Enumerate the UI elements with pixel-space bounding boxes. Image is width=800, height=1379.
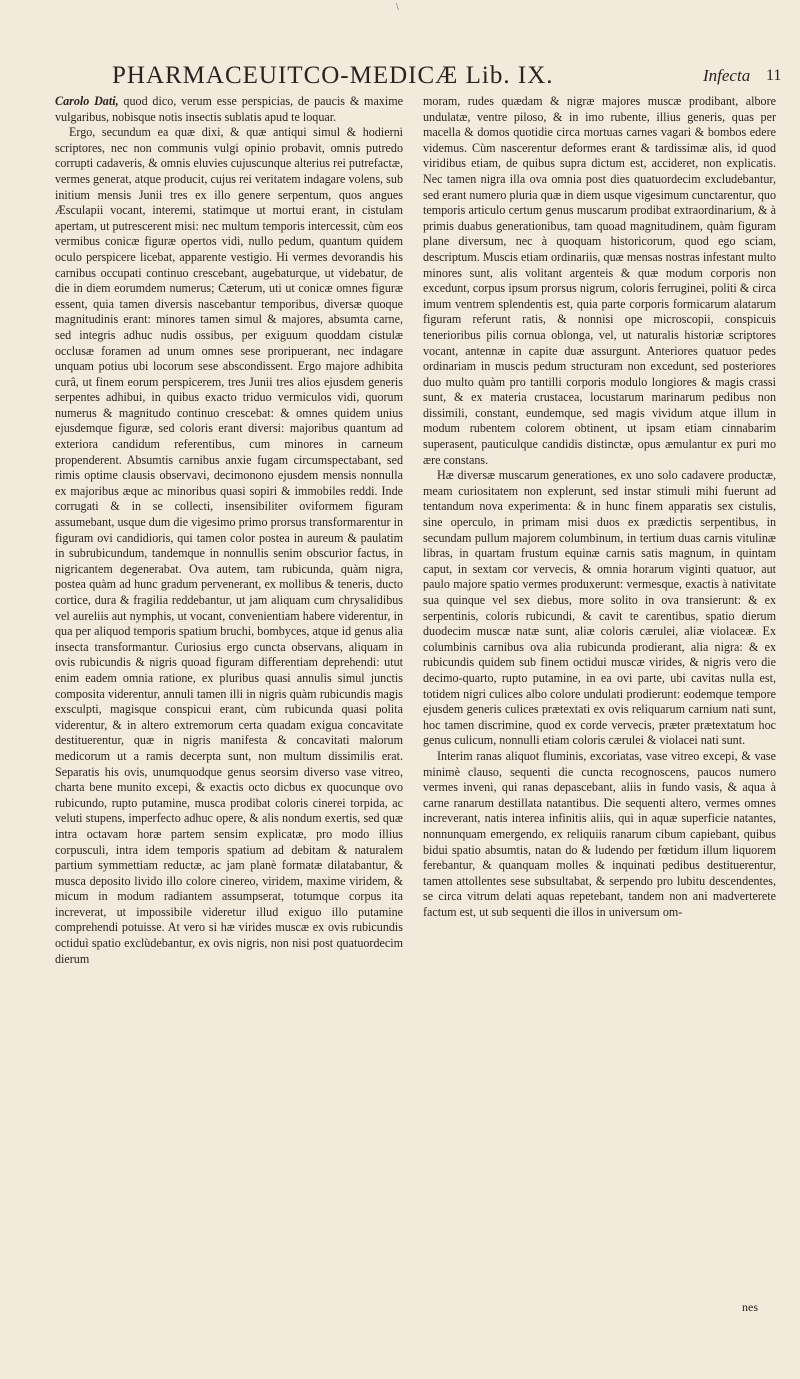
page-number: 11 xyxy=(766,67,782,84)
paragraph: Ergo, secundum ea quæ dixi, & quæ antiqui simul & hodierni scriptores, nec non communis vulgi opinio probavit, omnis putredo corrupti cadaveris, & omnis eluvies cujuscunque alterius rei putrefactæ, vermes generat, atque producit, cujus rei veritatem indagare volens, sub initium mensis Junii tres ex illo genere serpentum, quos angues Æsculapii vocant, interemi, statimque ut mortui erant, in cistulam apertam, ut putrescerent misi: nec multum temporis intercessit, cùm eos vermibus conicæ figuræ opertos vidi, nullo pedum, quantum quidem oculo perspicere licebat, apparente vestigio. Hi vermes devorandis his carnibus occupati continuo crescebant, augebaturque, ut videbatur, de die in diem eorumdem numerus; Cæterum, uti ut conicæ omnes figuræ essent, quia tamen diversis nascebantur temporibus, diversæ quoque magnitudinis erant: minores tamen simul & majores, absumta carne, sed integris adhuc nudis ossibus, per exiguum quoddam cistulæ occlusæ foramen ad unum omnes sese proripuerant, nec indagare unquam potius ubi locorum sese abscondissent. Ergo majore adhibita curâ, ut finem eorum perspicerem, tres Junii tres alios ejusdem generis serpentes adhibui, in quibus exacto triduo vermiculos vidi, quorum numerus & magnitudo continuo crescebat: & omnes quidem unius ejusdemque figuræ, sed coloris erant diversi: majoribus quantum ad exteriora candidum referentibus, cum minores in carneum propenderent. Absumtis carnibus anxie fugam circumspectabant, sed rimis optime clausis observavi, decimonono ejusdem mensis nonnulla ex majoribus æque ac minoribus quasi sopiri & immobiles reddi. Inde corrugati & in se collecti, insensibiliter oviformem figuram assumebant, usque dum die vigesimo primo prorsus transformarentur in figuram ovi candidioris, qui tamen color postea in aureum & paulatim in subrubicundum, tandemque in nonnullis senim obscurior factus, in nigricantem degenerabat. Ova autem, tam rubicunda, quàm nigra, postea quàm ad hunc gradum pervenerant, ex mollibus & teneris, ducto cortice, dura & fragilia reddebantur, ut jam aliquam cum chrysalidibus vel aureliis aut nymphis, ut vocant, convenientiam habere viderentur, in qua per aliquod temporis spatium bruchi, bombyces, atque id genus alia insecta transformantur. Curiosius ergo cuncta observans, aliquam in ovis rubicundis & nigris quoad figuram differentiam deprehendi: utut enim eadem omnia ratione, ex pluribus quasi annulis simul junctis composita viderentur, annuli tamen illi in nigris quàm rubicundis magis exsculpti, magisque conspicui erant, cùm rubicunda quasi polita viderentur, & in altero extremorum certa quadam exigua concavitate destituerentur, quæ in nigris manifesta & concavitati malorum medicorum ut a ramis decerpta sunt, non multum dissimilis erat. Separatis his ovis, unumquodque genus seorsim diverso vase vitreo, charta bene munito excepi, & exactis octo dicbus ex quocunque ovo rubicundo, rupto putamine, musca prodibat coloris cinerei torpida, ac veluti stupens, imperfecto adhuc opere, & alis nondum exertis, sed quæ intra octavam horæ partem sensim explicatæ, pro modo illius corpusculi, intra idem temporis spatium ad debitam & naturalem partium symmettiam reductæ, ac jam planè formatæ dilatabantur, & musca deposito livido illo colore cinereo, viridem, maxime viridem, & micum in modum radiantem assumpserat, totumque corpus ita increverat, ut impossibile videretur illud exiguo illo putamine comprehendi potuisse. At vero si hæ virides muscæ ex ovis rubicundis octiduì spatio exclùdebantur, ex ovis nigris, non nisi post quatuordecim dierum xyxy=(55,125,403,966)
right-text-column xyxy=(423,94,776,920)
paragraph xyxy=(55,94,403,125)
page-header xyxy=(112,62,782,92)
paragraph: Interim ranas aliquot fluminis, excoriatas, vase vitreo excepi, & vase minimè clauso, sequenti die cuncta recognoscens, paucos numero vermes inveni, qui ranas depascebant, aliis in fundo vasis, & aqua à carne ranarum destillata natantibus. Die sequenti altero, vermes omnes increverant, natis interea infinitis aliis, qui in aquæ superficie natantes, nonnunquam emergendo, ex reliquiis ranarum cibum capiebant, quibus bidui spatio absumtis, natan do & ludendo per fœtidum illum liquorem ferebantur, & quanquam molles & inquinati pedibus destituerentur, tamen attollentes sese subsultabat, & serpendo pro lubitu descendentes, se circa vitrum delati aquas repetebant, tandem non ani madverterete factum est, ut sub sequenti die illos in universum om- xyxy=(423,748,776,919)
page-top-mark: \ xyxy=(396,2,399,13)
paragraph: moram, rudes quædam & nigræ majores muscæ prodibant, albore undulatæ, ventre piloso, & in imo rubente, illius generis, quas per macella & domos quotidie circa mortuas carnes vagari & bombos edere videmus. Cùm nascerentur deformes erant & tardissimæ alis, id quod viridibus etiam, de quibus supra dictum est, accideret, non explicatis. Nec tamen nigra illa ova omnia post dies quatuordecim excludebantur, sed erant numero pluria quæ in diem usque vigesimum cunctarentur, quo temporis articulo certum genus muscarum prodibat extraordinarium, & à primis duabus generationibus, tam quoad magnitudinem, quàm figuram plane diversum, nec à quoquam historicorum, quod ego sciam, descriptum. Muscis etiam ordinariis, quæ mensas nostras infestant multo minores sunt, alis volitant argenteis & quæ modum corporis non excedunt, corpus ipsum prorsus nigrum, coloris ferruginei, politi & circa imum ventrem splendentis est, quia parte corporis formicarum alatarum figuram referunt ratis, & nonnisi ope microscopii, conspicuis tenerioribus pilis cornua oblonga, vel, ut naturalis historiæ scriptores vocant, antennæ in capite duæ assurgunt. Anteriores quatuor pedes ordinariam in muscis pedum structuram non excedunt, sed posteriores duo multo quàm pro tantilli corporis modulo longiores & magis crassi sunt, & ex materia crustacea, locustarum marinarum pedibus non dissimili, constant, eundemque, sed magis vividum atque illum in modum rubentem colorem obtinent, ut ipsam etiam cinnabarim superasent, pauticulque candidis distinctæ, opus æmulantur ex puri mo ære constans. xyxy=(423,94,776,467)
section-heading: Infecta xyxy=(703,66,751,85)
left-text-column xyxy=(55,94,403,967)
running-title: PHARMACEUITCO-MEDICÆ Lib. IX. xyxy=(112,62,554,89)
paragraph-text: quod dico, verum esse perspicias, de paucis & maxime vulgaribus, nobisque notis insectis sublatis apud te loquar. xyxy=(55,94,403,124)
lead-word: Carolo Dati, xyxy=(55,94,119,108)
catchword: nes xyxy=(742,1300,758,1314)
paragraph: Hæ diversæ muscarum generationes, ex uno solo cadavere productæ, meam curiositatem non explerunt, sed instar stimuli mihi fuerunt ad tentandum nova experimenta: & in hunc finem apparatis sex cistulis, sine operculo, in primam misi duos ex prædictis serpentibus, in secundam pullum majorem columbinum, in tertium duas carnis vitulinæ libras, in quartam frustum equinæ carnis satis magnum, in quintam caput, in sextam cor vervecis, & omnia horarum viginti quatuor, aut paulo majore spatio vermes produxerunt: vermesque, exactis à nativitate sua quinque vel sex diebus, more solito in ova transierunt: & ex serpentinis, coloris rubicundi, & cavit te carentibus, spatio dierum duodecim muscæ natæ sunt, aliæ coloris cærulei, aliæ violaceæ. Ex columbinis carnibus ova alia rubicunda prodierant, alia nigra: & ex rubicundis quidem sub finem octidui muscæ virides, & nigris vero die decimo-quarto, rupto putamine, in ea ovi parte, ubi cavitas nulla est, totidem nigri culices albo colore undulati prodierunt: eodemque tempore ejusdem generis culices prætextati ex ovis reliquarum carnium nati sunt, hoc tamen discrimine, quod ex corde vervecis, præter prætextatum hoc genus culicum, nonnulli etiam coloris cærulei & violacei nati sunt. xyxy=(423,468,776,748)
